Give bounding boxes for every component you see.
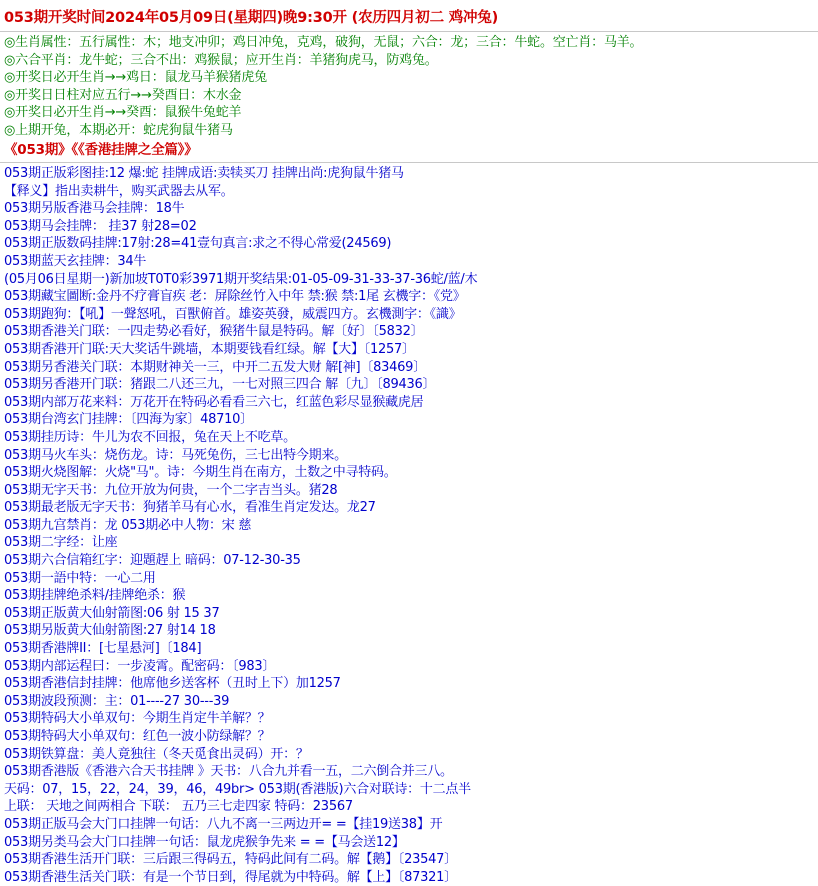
content-line: 053期铁算盘：美人竟独往（冬天觅食出灵码）开：？ [4, 746, 309, 762]
content-line: 053期特码大小单双句：今期生肖定牛羊解？？ [4, 711, 271, 727]
content-line: 053期另香港开门联：猪跟二八还三九，一七对照三四合 解〔九〕〔89436〕 [4, 377, 436, 393]
content-line: 053期蓝天玄挂牌：34牛 [4, 253, 147, 269]
content-line: 053期六合信箱红字：迎題趕上 暗码：07-12-30-35 [4, 553, 301, 569]
content-line: (05月06日星期一)新加坡T0T0彩3971期开奖结果:01-05-09-31-33-37-36蛇/蓝/木 [4, 271, 478, 287]
attribute-line: ◎开奖日必开生肖→→癸酉：鼠猴牛兔蛇羊 [4, 105, 242, 120]
content-line: 053期香港牌ⅠⅠ：[七星悬河]〔184] [4, 641, 202, 657]
content-line: 053期波段预测：主：01----27 30---39 [4, 693, 230, 709]
content-line: 053期另香港关门联：本期财神关一三，中开二五发大财 解[神]〔83469〕 [4, 359, 426, 375]
content-line: 053期台湾玄门挂牌：〔四海为家〕48710〕 [4, 412, 253, 428]
page-title: 053期开奖时间2024年05月09日(星期四)晚9:30开 (农历四月初二 鸡冲兔) [4, 10, 499, 26]
content-line: 053期二字经：让座 [4, 535, 118, 551]
content-line: 053期香港生活开门联：三后跟三得码五，特码此间有二码。解【鹅】〔23547〕 [4, 852, 457, 868]
content-line: 053期另版香港马会挂牌：18牛 [4, 201, 185, 217]
content-line: 053期香港生活关门联：有是一个节日到，得尾就为中特码。解【上】〔87321〕 [4, 869, 457, 885]
content-line: 053期香港关门联：一四走势必看好，猴猪牛鼠是特码。解〔好〕〔5832〕 [4, 324, 424, 340]
content-line: 053期正版彩图挂:12 爆:蛇 挂牌成语:卖犊买刀 挂牌出尚:虎狗鼠牛猪马 [4, 166, 404, 181]
content-line: 053期特码大小单双句：红色一波小防绿解？？ [4, 729, 271, 744]
content-line: 053期正版马会大门口挂牌一句话：八九不离一三两边开= =【挂19送38】开 [4, 816, 443, 832]
content-line: 053期香港信封挂牌：他席他乡送客杯（丑时上下）加1257 [4, 676, 341, 692]
attributes-block [0, 34, 818, 139]
content-line: 053期最老版无字天书：狗猪羊马有心水，看准生肖定发达。龙27 [4, 500, 376, 516]
divider-middle [0, 162, 818, 163]
content-line: 053期无字天书：九位开放为何贵，一个二字吉当头。猪28 [4, 482, 338, 498]
content-block [0, 165, 818, 886]
attribute-line: ◎上期开兔，本期必开：蛇虎狗鼠牛猪马 [4, 122, 233, 138]
content-line: 053期正版黄大仙射箭图:06 射 15 37 [4, 605, 220, 621]
content-line: 053期正版数码挂牌:17射:28=41壹句真言:求之不得心常爱(24569) [4, 236, 392, 252]
attribute-line: ◎生肖属性：五行属性：木；地支冲卯；鸡日冲兔，克鸡，破狗，无鼠；六合：龙；三合：牛蛇。空亡肖：马羊。 [4, 35, 643, 50]
content-line: 053期九宫禁肖：龙 053期必中人物：宋 慈 [4, 517, 252, 533]
content-line: 053期火烧图解：火烧"马"。诗：今期生肖在南方，土数之中寻特码。 [4, 465, 397, 481]
attribute-line: ◎开奖日必开生肖→→鸡日：鼠龙马羊猴猪虎兔 [4, 70, 267, 85]
content-line: 053期马火车头：烧伤龙。诗：马死兔伤，三七出特今期来。 [4, 447, 347, 463]
attribute-line: ◎开奖日日柱对应五行→→癸酉日：木水金 [4, 87, 242, 103]
content-line: 【释义】指出卖耕牛，购买武器去从军。 [4, 183, 234, 199]
section-title: 《053期》《《香港挂牌之全篇》》 [4, 142, 198, 158]
content-line: 053期内部运程曰：一步凌霄。配密码：〔983〕 [4, 658, 276, 674]
content-line: 053期马会挂牌： 挂37 射28=02 [4, 218, 197, 234]
content-line: 053期一語中特：一心二用 [4, 570, 156, 586]
attribute-line: ◎六合平肖：龙牛蛇；三合不出：鸡猴鼠；应开生肖：羊猪狗虎马，防鸡兔。 [4, 52, 438, 68]
content-line: 天码：07，15，22，24，39，46，49br> 053期(香港版)六合对联诗：十二点半 [4, 781, 471, 797]
content-line: 053期另版黄大仙射箭图:27 射14 18 [4, 623, 216, 639]
content-line: 053期香港开门联:天大奖话牛跳墙，本期要钱看红绿。解【大】〔1257〕 [4, 341, 415, 357]
content-line: 053期挂历诗：牛儿为农不回报，兔在天上不吃草。 [4, 429, 296, 445]
content-line: 053期香港版《香港六合天书挂牌 》天书：八合九并看一五，二六倒合并三八。 [4, 764, 453, 780]
content-line: 053期藏宝圖断:金丹不疗膏盲疾 老：屏除丝竹入中年 禁:猴 禁:1尾 玄機字：《党》 [4, 289, 466, 305]
content-line: 053期内部万花来料：万花开在特码必看看三六七，红蓝色彩尽显猴藏虎居 [4, 394, 424, 410]
content-line: 上联： 天地之间两相合 下联： 五乃三七走四家 特码：23567 [4, 799, 353, 815]
content-line: 053期挂牌绝杀料/挂牌绝杀：猴 [4, 588, 186, 604]
divider-top [0, 31, 818, 32]
content-line: 053期跑狗：【吼】一聲怒吼，百獸俯首。雄姿英發，威震四方。玄機測字：《識》 [4, 306, 462, 322]
content-line: 053期另类马会大门口挂牌一句话：鼠龙虎猴争先来 = =【马会送12】 [4, 834, 405, 850]
